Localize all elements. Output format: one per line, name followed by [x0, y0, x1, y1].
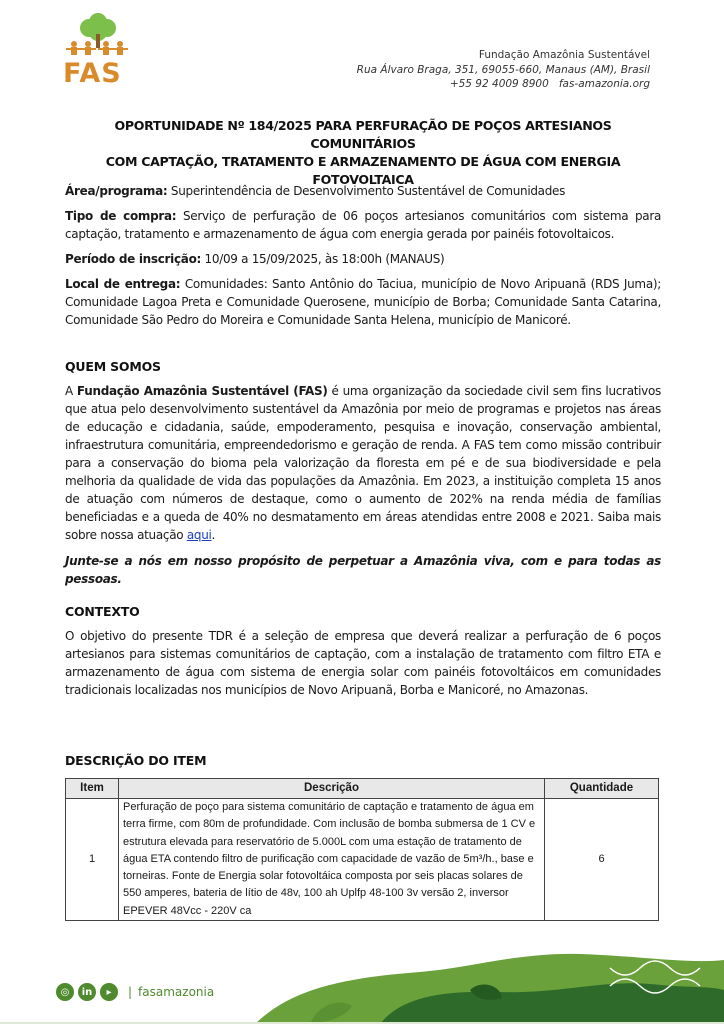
youtube-icon[interactable]: ▸ — [100, 983, 118, 1001]
contexto-heading: CONTEXTO — [65, 604, 140, 619]
footer-handle[interactable]: fasamazonia — [138, 985, 215, 999]
section-quem-somos — [65, 358, 661, 588]
field-area-value: Superintendência de Desenvolvimento Sustentável de Comunidades — [170, 184, 566, 198]
linkedin-icon[interactable]: in — [78, 983, 96, 1001]
field-local-label: Local de entrega: — [65, 277, 181, 291]
section-descricao — [65, 752, 661, 776]
logo-text: FAS — [63, 58, 122, 89]
section-contexto — [65, 603, 661, 699]
quem-somos-heading: QUEM SOMOS — [65, 359, 161, 374]
document-title — [62, 117, 664, 189]
field-tipo-value: Serviço de perfuração de 06 poços artesianos comunitários com sistema para captação, tratamento e armazenamento de água com energia gerada por painéis fotovoltaicos. — [65, 209, 661, 241]
field-local-value: Comunidades: Santo Antônio do Taciua, município de Novo Aripuanã (RDS Juma); Comunidade Lagoa Preta e Comunidade Querosene, município de Borba; Comunidade Santa Catarina, Comunidade São Pedro do Moreira e Comunidade Santa Helena, município de Manicoré. — [65, 277, 661, 327]
field-periodo-label: Período de inscrição: — [65, 252, 202, 266]
field-local — [65, 275, 661, 329]
table-header-row — [66, 779, 659, 799]
org-name: Fundação Amazônia Sustentável — [478, 49, 650, 61]
org-contact-block — [357, 48, 650, 92]
title-line-2: COM CAPTAÇÃO, TRATAMENTO E ARMAZENAMENTO DE ÁGUA COM ENERGIA FOTOVOLTAICA — [105, 154, 621, 187]
field-area — [65, 182, 661, 200]
quem-somos-intro: A — [65, 384, 77, 398]
col-quantidade: Quantidade — [545, 779, 659, 799]
saiba-mais-link[interactable]: aqui — [186, 528, 212, 542]
field-tipo-label: Tipo de compra: — [65, 209, 177, 223]
motto: Junte-se a nós em nosso propósito de perpetuar a Amazônia viva, com e para todas as pessoas. — [65, 554, 661, 586]
field-periodo — [65, 250, 661, 268]
table-row — [66, 799, 659, 921]
title-line-1: OPORTUNIDADE Nº 184/2025 PARA PERFURAÇÃO DE POÇOS ARTESIANOS COMUNITÁRIOS — [114, 118, 612, 151]
org-name-bold: Fundação Amazônia Sustentável (FAS) — [76, 384, 328, 398]
quem-somos-end: . — [211, 528, 216, 542]
descricao-heading: DESCRIÇÃO DO ITEM — [65, 753, 207, 768]
contexto-paragraph: O objetivo do presente TDR é a seleção de empresa que deverá realizar a perfuração de 6 poços artesianos para sistemas comunitários de captação, com a instalação de tratamento com filtro ETA e armazenamento de água com sistema de energia solar com painéis fotovoltáicos em comunidades tradicionais localizadas nos municípios de Novo Aripuanã, Borba e Manicoré, no Amazonas. — [65, 629, 661, 697]
cell-item: 1 — [66, 799, 119, 921]
org-contact-line — [357, 77, 650, 92]
field-tipo — [65, 207, 661, 243]
org-phone: +55 92 4009 8900 — [449, 78, 549, 90]
opportunity-fields — [65, 182, 661, 336]
org-address: Rua Álvaro Braga, 351, 69055-660, Manaus (AM), Brasil — [356, 63, 650, 76]
cell-descricao: Perfuração de poço para sistema comunitário de captação e tratamento de água em terra firme, com 80m de profundidade. Com inclusão de bomba submersa de 1 CV e estrutura elevada para reservatório de 5.000L com uma estação de tratamento de água ETA contendo filtro de purificação com capacidade de vazão de 5m³/h., base e torneiras. Fonte de Energia solar fotovoltáica composta por seis placas solares de 550 amperes, bateria de lítio de 48v, 100 ah Uplfp 48-100 3v versão 2, inversor EPEVER 48Vcc - 220V ca — [119, 799, 545, 921]
col-item: Item — [66, 779, 119, 799]
cell-quantidade: 6 — [545, 799, 659, 921]
col-descricao: Descrição — [119, 779, 545, 799]
quem-somos-paragraph — [65, 382, 661, 544]
org-website[interactable]: fas-amazonia.org — [558, 78, 650, 90]
footer-social — [56, 983, 214, 1001]
quem-somos-body: é uma organização da sociedade civil sem fins lucrativos que atua pelo desenvolvimento sustentável da Amazônia por meio de programas e projetos nas áreas de educação e cidadania, saúde, empoderamento, pesquisa e inovação, conservação ambiental, infraestrutura comunitária, empreendedorismo e geração de renda. A FAS tem como missão contribuir para a conservação do bioma pela valorização da floresta em pé e de sua biodiversidade e pela melhoria da qualidade de vida das populações da Amazônia. Em 2023, a instituição completa 15 anos de atuação com números de destaque, como o aumento de 202% na renda média de famílias beneficiadas e a queda de 40% no desmatamento em áreas atendidas entre 2008 e 2021. Saiba mais sobre nossa atuação — [65, 384, 661, 542]
field-area-label: Área/programa: — [65, 184, 168, 198]
footer-separator: | — [128, 985, 133, 999]
field-periodo-value: 10/09 a 15/09/2025, às 18:00h (MANAUS) — [204, 252, 445, 266]
instagram-icon[interactable]: ◎ — [56, 983, 74, 1001]
items-table — [65, 778, 659, 921]
